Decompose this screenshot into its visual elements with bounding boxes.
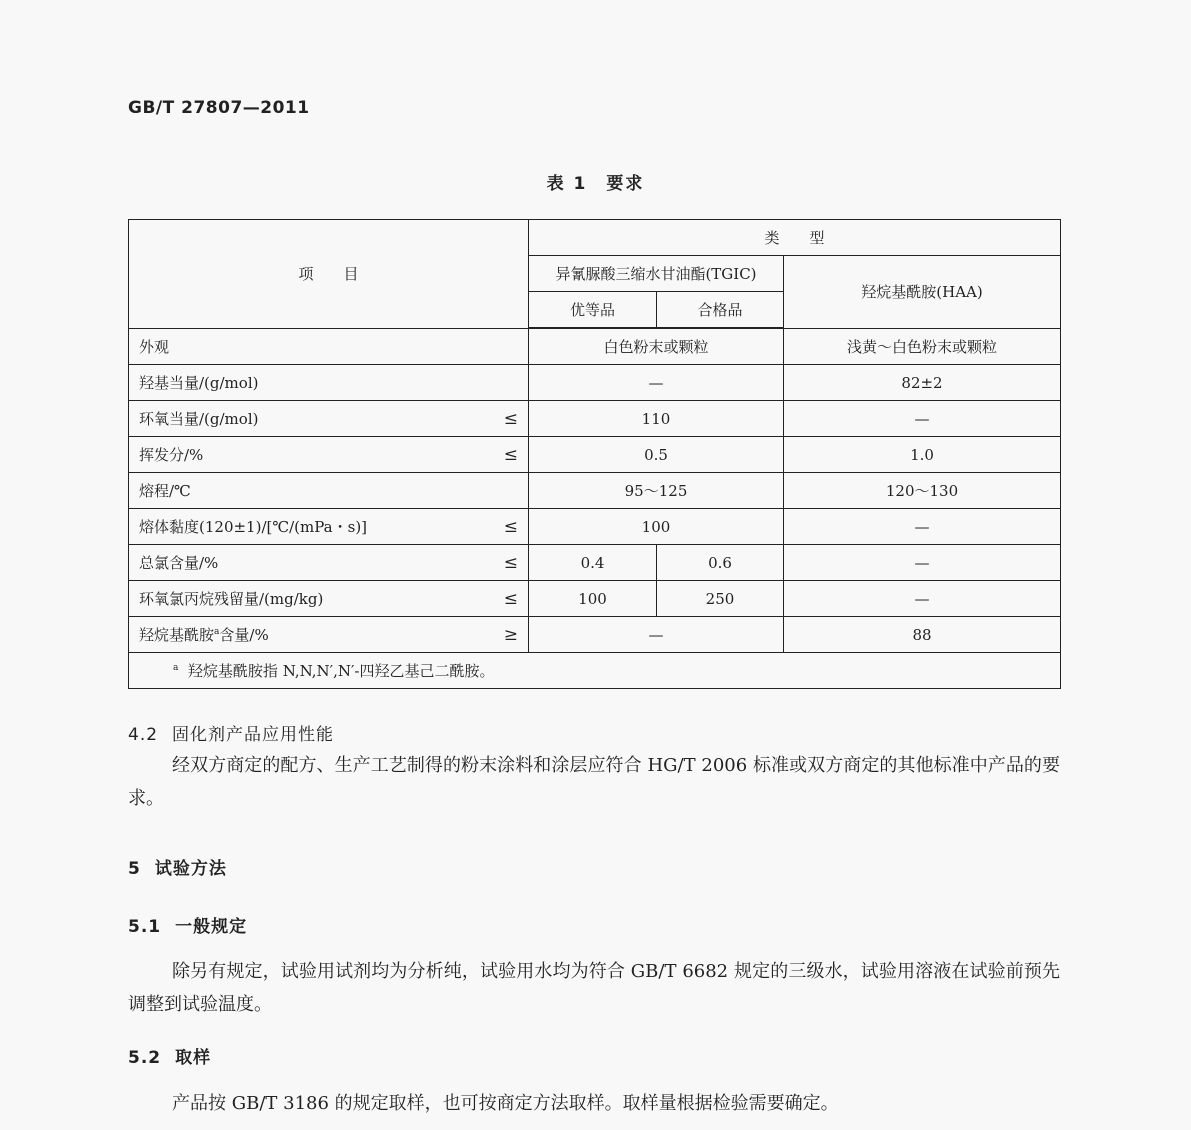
table-title: 表 1 要求 (546, 174, 645, 194)
row-haa-value: — (784, 545, 1061, 581)
row-premium-value: 100 (529, 581, 657, 617)
row-qualified-value: 0.6 (657, 545, 784, 581)
row-tgic-value: — (529, 365, 784, 401)
header-tgic: 异氰脲酸三缩水甘油酯(TGIC) (529, 256, 784, 292)
header-premium-grade: 优等品 (529, 292, 657, 329)
row-haa-value: 88 (784, 617, 1061, 653)
table-row (129, 437, 1061, 473)
section-body-5-1: 除另有规定，试验用试剂均为分析纯，试验用水均为符合 GB/T 6682 规定的三级水，试验用溶液在试验前预先调整到试验温度。 (128, 961, 1060, 1015)
section-heading-5-1: 5.1 一般规定 (128, 917, 248, 937)
comparison-symbol: ≤ (503, 408, 518, 429)
table-row (129, 617, 1061, 653)
row-tgic-value: 100 (529, 509, 784, 545)
comparison-symbol: ≤ (503, 552, 518, 573)
header-haa: 羟烷基酰胺(HAA) (784, 256, 1061, 329)
row-haa-value: 1.0 (784, 437, 1061, 473)
table-row (129, 401, 1061, 437)
row-item: 羟烷基酰胺$^a$含量/% ≥ (129, 617, 529, 653)
comparison-symbol: ≥ (503, 624, 518, 645)
row-haa-value: — (784, 401, 1061, 437)
row-haa-value: 82±2 (784, 365, 1061, 401)
comparison-symbol: ≤ (503, 588, 518, 609)
row-tgic-value: 95～125 (529, 473, 784, 509)
table-footnote: $^a$ 羟烷基酰胺指 N,N,N′,N′-四羟乙基己二酰胺。 (129, 653, 1061, 689)
footnote-marker: a (173, 663, 179, 673)
comparison-symbol: ≤ (503, 444, 518, 465)
row-tgic-value: 0.5 (529, 437, 784, 473)
table-row (129, 473, 1061, 509)
section-heading-5: 5 试验方法 (128, 859, 227, 879)
row-tgic-value: 白色粉末或颗粒 (529, 328, 784, 365)
requirements-table (128, 219, 1061, 689)
row-haa-value: — (784, 509, 1061, 545)
table-row (129, 545, 1061, 581)
section-body-4-2: 经双方商定的配方、生产工艺制得的粉末涂料和涂层应符合 HG/T 2006 标准或双方商定的其他标准中产品的要求。 (128, 755, 1060, 809)
table-row (129, 581, 1061, 617)
row-item: 外观 (129, 328, 529, 365)
standard-code: GB/T 27807—2011 (128, 98, 310, 118)
row-tgic-value: — (529, 617, 784, 653)
row-item: 环氧氯丙烷残留量/(mg/kg) ≤ (129, 581, 529, 617)
section-heading-5-2: 5.2 取样 (128, 1048, 212, 1068)
header-qualified-grade: 合格品 (657, 292, 784, 329)
table-row (129, 328, 1061, 365)
row-item: 环氧当量/(g/mol) ≤ (129, 401, 529, 437)
row-qualified-value: 250 (657, 581, 784, 617)
header-item: 项 目 (129, 220, 529, 329)
row-item: 熔程/℃ (129, 473, 529, 509)
row-premium-value: 0.4 (529, 545, 657, 581)
footnote-marker: a (214, 627, 220, 637)
section-body-5-2: 产品按 GB/T 3186 的规定取样，也可按商定方法取样。取样量根据检验需要确定。 (172, 1093, 839, 1114)
row-haa-value: 120～130 (784, 473, 1061, 509)
section-heading-4-2: 4.2 固化剂产品应用性能 (128, 725, 335, 745)
row-haa-value: — (784, 581, 1061, 617)
header-type: 类 型 (529, 220, 1061, 256)
row-item: 总氯含量/% ≤ (129, 545, 529, 581)
comparison-symbol: ≤ (503, 516, 518, 537)
table-row (129, 365, 1061, 401)
row-item: 熔体黏度(120±1)/[℃/(mPa・s)] ≤ (129, 509, 529, 545)
row-tgic-value: 110 (529, 401, 784, 437)
row-item: 羟基当量/(g/mol) (129, 365, 529, 401)
row-item: 挥发分/% ≤ (129, 437, 529, 473)
table-row (129, 509, 1061, 545)
table-footnote-row (129, 653, 1061, 689)
row-haa-value: 浅黄～白色粉末或颗粒 (784, 328, 1061, 365)
